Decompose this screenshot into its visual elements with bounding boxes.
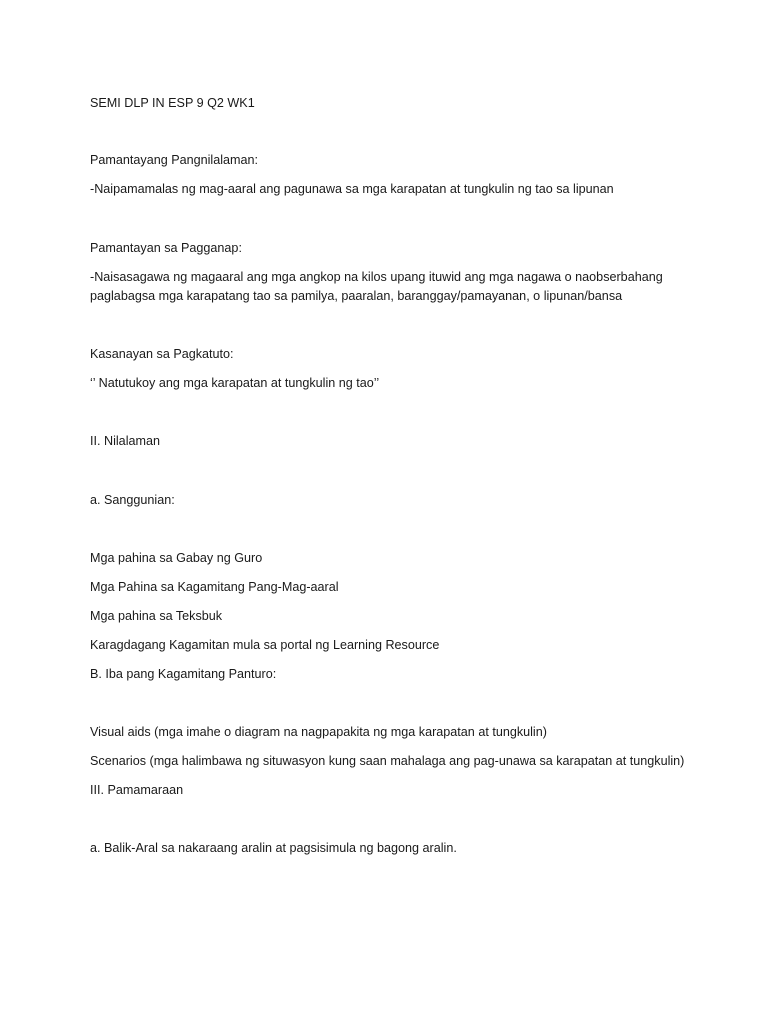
- reference-item: Mga pahina sa Gabay ng Guro: [90, 551, 263, 565]
- learning-competency-heading: Kasanayan sa Pagkatuto:: [90, 347, 234, 361]
- reference-item: Karagdagang Kagamitan mula sa portal ng Learning Resource: [90, 638, 440, 652]
- section-ii-heading: II. Nilalaman: [90, 434, 160, 448]
- content-standard-heading: Pamantayang Pangnilalaman:: [90, 153, 259, 167]
- material-item: Visual aids (mga imahe o diagram na nagpapakita ng mga karapatan at tungkulin): [90, 725, 547, 739]
- section-iii-heading: III. Pamamaraan: [90, 783, 184, 797]
- references-heading: a. Sanggunian:: [90, 493, 175, 507]
- learning-competency-text: ‘’ Natutukoy ang mga karapatan at tungkulin ng tao’’: [90, 376, 380, 390]
- reference-item: Mga pahina sa Teksbuk: [90, 609, 223, 623]
- content-standard-text: -Naipamamalas ng mag-aaral ang pagunawa sa mga karapatan at tungkulin ng tao sa lipunan: [90, 182, 614, 196]
- material-item: Scenarios (mga halimbawa ng situwasyon kung saan mahalaga ang pag-unawa sa karapatan at tungkulin): [90, 754, 685, 768]
- performance-standard-heading: Pamantayan sa Pagganap:: [90, 241, 242, 255]
- section-iii-item-a: a. Balik-Aral sa nakaraang aralin at pagsisimula ng bagong aralin.: [90, 841, 457, 855]
- performance-standard-text-line1: -Naisasagawa ng magaaral ang mga angkop na kilos upang ituwid ang mga nagawa o naobserbahang: [90, 270, 663, 284]
- performance-standard-text-line2: paglabagsa mga karapatang tao sa pamilya, paaralan, baranggay/pamayanan, o lipunan/bansa: [90, 289, 623, 303]
- materials-heading: B. Iba pang Kagamitang Panturo:: [90, 667, 277, 681]
- reference-item: Mga Pahina sa Kagamitang Pang-Mag-aaral: [90, 580, 339, 594]
- document-title: SEMI DLP IN ESP 9 Q2 WK1: [90, 96, 255, 110]
